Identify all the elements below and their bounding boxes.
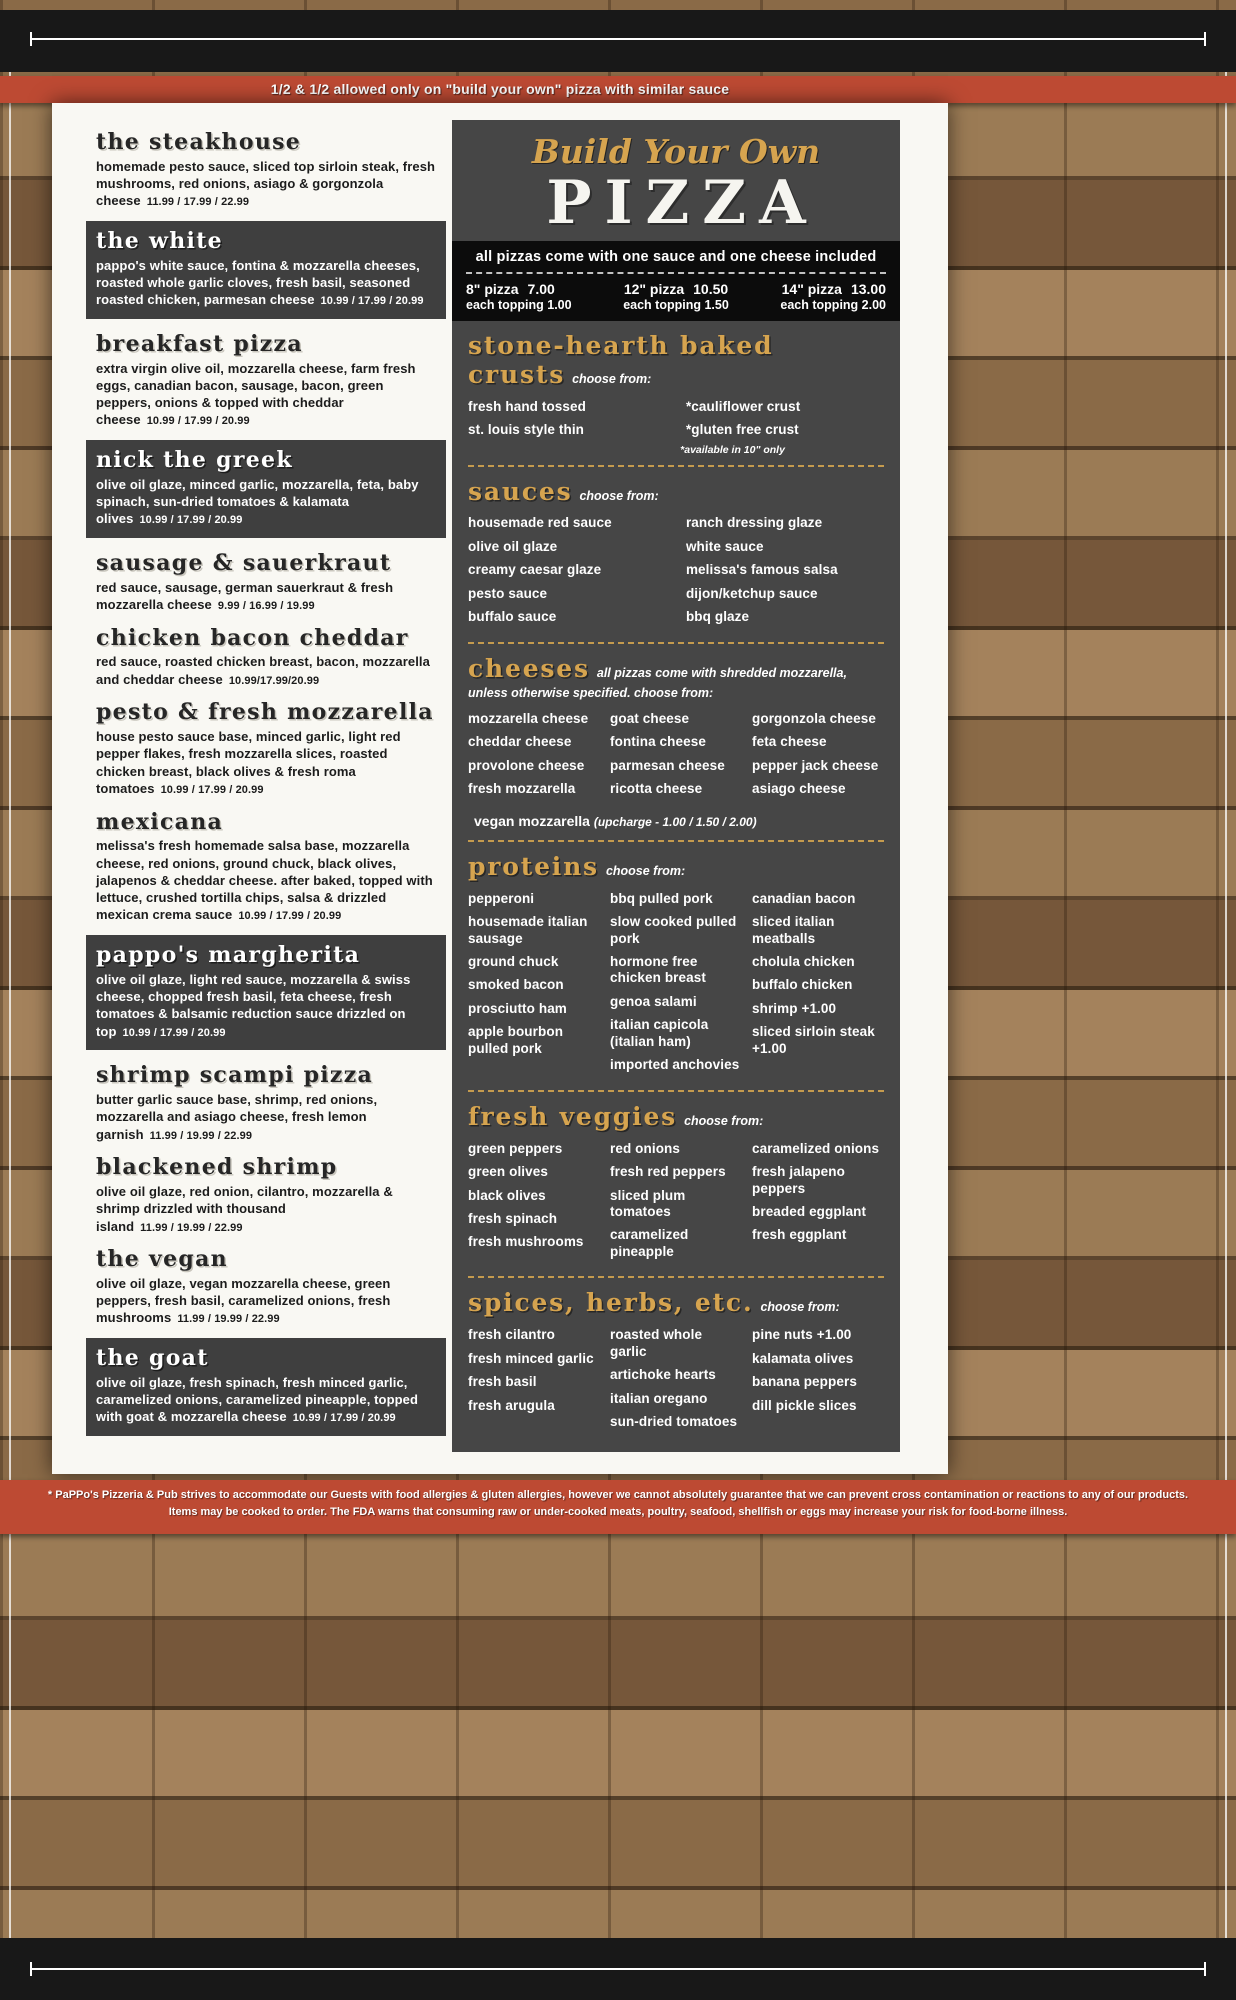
ingredient-item: goat cheese xyxy=(610,710,690,726)
price-col-14in xyxy=(780,281,886,312)
ingredient-item: caramelized onions xyxy=(752,1140,880,1156)
menu-item-desc: melissa's fresh homemade salsa base, mozzarella cheese, red onions, ground chuck, black olives, jalapenos & cheddar cheese. after baked, topped with lettuce, crushed tortilla chips, salsa & drizzled mexican crema sauce 10.99 / 17.99 / 20.99 xyxy=(96,838,433,923)
ingredient-item: sliced italian meatballs xyxy=(752,914,835,946)
ingredient-item: ranch dressing glaze xyxy=(685,515,823,531)
size-price: 13.00 xyxy=(850,281,886,298)
menu-item-price: 10.99 / 17.99 / 20.99 xyxy=(139,514,243,527)
byo-section-cheeses xyxy=(468,642,884,840)
ingredient-item: olive oil glaze xyxy=(468,538,558,554)
menu-item xyxy=(86,1154,446,1237)
ingredient-column xyxy=(468,711,600,805)
menu-item xyxy=(86,331,446,431)
menu-item xyxy=(86,1062,446,1145)
menu-item-price: 10.99 / 17.99 / 20.99 xyxy=(320,295,424,308)
ingredient-item: banana peppers xyxy=(752,1374,857,1390)
ingredient-item: mozzarella cheese xyxy=(468,710,589,726)
menu-item-name: mexicana xyxy=(96,808,224,835)
right-frame-line xyxy=(1225,48,1227,1952)
topping-price: each topping 1.00 xyxy=(466,298,572,313)
section-columns xyxy=(468,399,884,446)
top-left-tick xyxy=(30,32,32,46)
ingredient-item: fresh cilantro xyxy=(468,1327,555,1343)
ingredient-item: gorgonzola cheese xyxy=(752,710,876,726)
bottom-right-tick xyxy=(1204,1962,1206,1976)
ingredient-item: red onions xyxy=(610,1140,681,1156)
included-note: all pizzas come with one sauce and one cheese included xyxy=(475,249,877,266)
section-note: choose from: xyxy=(760,1300,840,1315)
ingredient-item: fresh minced garlic xyxy=(468,1350,594,1366)
menu-item xyxy=(86,1246,446,1329)
ingredient-item: *gluten free crust xyxy=(685,422,799,438)
section-note: all pizzas come with shredded mozzarella, unless otherwise specified. choose from: xyxy=(468,665,847,700)
section-header xyxy=(468,853,884,882)
byo-section-crusts xyxy=(468,321,884,464)
top-border-line xyxy=(30,38,1206,40)
size-price: 7.00 xyxy=(527,281,555,298)
section-note: choose from: xyxy=(572,372,652,387)
ingredient-item: genoa salami xyxy=(610,993,697,1009)
disclaimer-ribbon xyxy=(0,1480,1236,1534)
byo-section-proteins xyxy=(468,840,884,1090)
menu-item-price: 11.99 / 19.99 / 22.99 xyxy=(177,1313,280,1326)
ingredient-item: cheddar cheese xyxy=(468,734,572,750)
ingredient-item: smoked bacon xyxy=(468,977,564,993)
byo-section-spices xyxy=(468,1276,884,1446)
ingredient-item: sliced sirloin steak +1.00 xyxy=(752,1024,875,1056)
ingredient-item: ricotta cheese xyxy=(610,781,703,797)
menu-item-price: 10.99/17.99/20.99 xyxy=(228,674,320,687)
ingredient-item: pepper jack cheese xyxy=(752,757,879,773)
menu-page xyxy=(52,103,948,1474)
section-columns xyxy=(468,1327,884,1437)
ingredient-column xyxy=(752,891,884,1081)
ingredient-column xyxy=(610,891,742,1081)
ingredient-item: slow cooked pulled pork xyxy=(610,914,737,946)
menu-item-name: pesto & fresh mozzarella xyxy=(96,699,434,726)
menu-item-desc: olive oil glaze, vegan mozzarella cheese, green peppers, fresh basil, caramelized onions, fresh mushrooms 11.99 / 19.99 / 22.99 xyxy=(96,1275,391,1326)
menu-item-desc: homemade pesto sauce, sliced top sirloin steak, fresh mushrooms, red onions, asiago & gorgonzola cheese 11.99 / 17.99 / 22.99 xyxy=(96,158,436,209)
ingredient-item: housemade italian sausage xyxy=(468,914,588,946)
menu-item-desc: olive oil glaze, light red sauce, mozzarella & swiss cheese, chopped fresh basil, feta cheese, fresh tomatoes & balsamic reduction sauce drizzled on top 10.99 / 17.99 / 20.99 xyxy=(96,971,411,1039)
ingredient-column xyxy=(752,711,884,805)
ingredient-item: *cauliflower crust xyxy=(685,398,801,414)
menu-item xyxy=(86,550,446,616)
ingredient-item: fresh mushrooms xyxy=(468,1234,584,1250)
menu-item-price: 10.99 / 17.99 / 20.99 xyxy=(238,910,342,923)
ingredient-item: dijon/ketchup sauce xyxy=(685,585,818,601)
ingredient-item: green olives xyxy=(468,1164,548,1180)
ingredient-column xyxy=(686,515,884,632)
ingredient-item: bbq glaze xyxy=(685,609,750,625)
ingredient-item: melissa's famous salsa xyxy=(685,562,838,578)
menu-item-name: sausage & sauerkraut xyxy=(96,550,392,577)
section-footnote: *available in 10" only xyxy=(680,443,785,456)
menu-item-desc: olive oil glaze, minced garlic, mozzarella, feta, baby spinach, sun-dried tomatoes & kalamata olives 10.99 / 17.99 / 20.99 xyxy=(96,476,419,527)
ingredient-column xyxy=(468,891,600,1081)
ingredient-column xyxy=(468,1327,600,1437)
section-title: sauces xyxy=(468,476,573,506)
ingredient-item: fresh spinach xyxy=(468,1210,558,1226)
ingredient-column xyxy=(610,1141,742,1268)
menu-item xyxy=(86,440,446,538)
ingredient-item: fresh hand tossed xyxy=(468,398,586,414)
byo-section-fresh-veggies xyxy=(468,1090,884,1277)
ingredient-item: fresh red peppers xyxy=(610,1164,726,1180)
ingredient-item: green peppers xyxy=(468,1140,563,1156)
ingredient-item: parmesan cheese xyxy=(610,757,725,773)
pricing-box xyxy=(452,241,900,321)
menu-item xyxy=(86,809,446,927)
section-extra xyxy=(468,813,884,831)
menu-item xyxy=(86,221,446,319)
ingredient-item: fresh mozzarella xyxy=(468,781,576,797)
section-note: choose from: xyxy=(684,1113,764,1128)
extra-item-name: vegan mozzarella xyxy=(474,812,594,829)
menu-item-desc: red sauce, roasted chicken breast, bacon, mozzarella and cheddar cheese 10.99/17.99/20.99 xyxy=(96,654,430,687)
menu-item-price: 11.99 / 19.99 / 22.99 xyxy=(140,1221,243,1234)
section-note: choose from: xyxy=(579,488,659,503)
left-menu xyxy=(86,129,446,1448)
ingredient-column xyxy=(686,399,884,446)
ingredient-item: roasted whole garlic xyxy=(610,1327,703,1359)
menu-item-name: chicken bacon cheddar xyxy=(96,624,409,651)
ingredient-column xyxy=(752,1327,884,1437)
bottom-left-tick xyxy=(30,1962,32,1976)
menu-item-price: 11.99 / 19.99 / 22.99 xyxy=(149,1129,253,1142)
section-columns xyxy=(468,891,884,1081)
section-header xyxy=(468,478,884,507)
section-columns xyxy=(468,515,884,632)
ingredient-item: italian capicola (italian ham) xyxy=(610,1017,709,1049)
section-title: stone-hearth baked crusts xyxy=(468,331,774,390)
ingredient-item: sliced plum tomatoes xyxy=(610,1187,686,1219)
bottom-border-band xyxy=(0,1938,1236,2000)
menu-item-desc: olive oil glaze, fresh spinach, fresh minced garlic, caramelized onions, caramelized pineapple, topped with goat & mozzarella cheese 10.99 / 17.99 / 20.99 xyxy=(96,1374,419,1425)
ingredient-item: shrimp +1.00 xyxy=(752,1000,837,1016)
ingredient-column xyxy=(468,399,676,446)
ingredient-item: cholula chicken xyxy=(752,954,855,969)
ingredient-item: buffalo chicken xyxy=(752,977,853,993)
ingredient-item: dill pickle slices xyxy=(752,1397,857,1413)
ingredient-column xyxy=(468,1141,600,1268)
section-columns xyxy=(468,711,884,805)
menu-item xyxy=(86,1338,446,1436)
ingredient-item: prosciutto ham xyxy=(468,1000,567,1016)
ingredient-item: white sauce xyxy=(685,538,764,554)
menu-item-name: nick the greek xyxy=(96,447,293,474)
ingredient-item: fresh arugula xyxy=(468,1397,555,1413)
top-border-band xyxy=(0,10,1236,72)
section-title: fresh veggies xyxy=(468,1101,678,1131)
ingredient-item: housemade red sauce xyxy=(468,515,612,531)
menu-item-price: 10.99 / 17.99 / 20.99 xyxy=(122,1026,226,1039)
menu-item-price: 10.99 / 17.99 / 20.99 xyxy=(292,1412,396,1425)
ingredient-item: breaded eggplant xyxy=(752,1203,867,1219)
section-header xyxy=(468,332,884,390)
ingredient-item: asiago cheese xyxy=(752,781,846,797)
menu-item-price: 10.99 / 17.99 / 20.99 xyxy=(146,415,250,428)
ingredient-item: feta cheese xyxy=(752,734,827,750)
ingredient-item: fresh jalapeno peppers xyxy=(752,1164,845,1196)
menu-item-desc: olive oil glaze, red onion, cilantro, mozzarella & shrimp drizzled with thousand island 11.99 / 19.99 / 22.99 xyxy=(96,1183,393,1234)
section-header xyxy=(468,1289,884,1318)
ingredient-item: ground chuck xyxy=(468,954,559,969)
menu-item xyxy=(86,129,446,212)
ingredient-column xyxy=(752,1141,884,1268)
pricing-row xyxy=(466,272,886,312)
menu-item-desc: extra virgin olive oil, mozzarella cheese, farm fresh eggs, canadian bacon, sausage, bacon, green peppers, onions & topped with cheddar cheese 10.99 / 17.99 / 20.99 xyxy=(96,360,416,428)
top-right-tick xyxy=(1204,32,1206,46)
extra-item-detail: (upcharge - 1.00 / 1.50 / 2.00) xyxy=(593,814,757,829)
allergy-disclaimer: * PaPPo's Pizzeria & Pub strives to accommodate our Guests with food allergies & gluten allergies, however we cannot absolutely guarantee that we can prevent cross contamination or reactions to any of our products. Items may be cooked to order. The FDA warns that consuming raw or under-cooked meats, poultry, seafood, shellfish or eggs may increase your risk for food-borne illness. xyxy=(47,1489,1189,1518)
ingredient-item: bbq pulled pork xyxy=(610,890,713,906)
ingredient-item: artichoke hearts xyxy=(610,1367,716,1383)
ingredient-item: italian oregano xyxy=(610,1390,708,1406)
menu-item xyxy=(86,625,446,691)
ingredient-column xyxy=(610,1327,742,1437)
ingredient-item: hormone free chicken breast xyxy=(610,954,706,986)
size-label: 8" pizza xyxy=(466,281,519,298)
byo-script-title: Build Your Own xyxy=(531,132,821,171)
ingredient-item: provolone cheese xyxy=(468,757,585,773)
menu-item-name: breakfast pizza xyxy=(96,330,303,357)
menu-item-desc: house pesto sauce base, minced garlic, light red pepper flakes, fresh mozzarella slices, roasted chicken breast, black olives & fresh roma tomatoes 10.99 / 17.99 / 20.99 xyxy=(96,729,401,796)
menu-item xyxy=(86,699,446,799)
ingredient-item: caramelized pineapple xyxy=(610,1227,689,1259)
ingredient-item: fresh eggplant xyxy=(752,1227,847,1243)
menu-item-name: shrimp scampi pizza xyxy=(96,1062,374,1089)
ingredient-item: buffalo sauce xyxy=(468,609,557,625)
ingredient-item: sun-dried tomatoes xyxy=(610,1414,738,1429)
menu-item-name: pappo's margherita xyxy=(96,942,361,969)
ingredient-item: apple bourbon pulled pork xyxy=(468,1024,564,1056)
size-label: 14" pizza xyxy=(781,281,842,298)
top-notice-ribbon xyxy=(0,76,1236,103)
section-note: choose from: xyxy=(605,863,686,878)
menu-item-price: 11.99 / 17.99 / 22.99 xyxy=(146,196,250,209)
byo-sections xyxy=(468,321,884,1454)
build-your-own-panel xyxy=(452,120,900,1452)
ingredient-item: st. louis style thin xyxy=(468,422,585,438)
menu-item-name: blackened shrimp xyxy=(96,1154,338,1181)
menu-item-name: the vegan xyxy=(96,1246,228,1273)
ingredient-item: imported anchovies xyxy=(610,1057,740,1073)
menu-item-desc: butter garlic sauce base, shrimp, red onions, mozzarella and asiago cheese, fresh lemon garnish 11.99 / 19.99 / 22.99 xyxy=(96,1092,378,1142)
section-columns xyxy=(468,1141,884,1268)
section-header xyxy=(468,1103,884,1132)
ingredient-item: pepperoni xyxy=(468,890,535,906)
menu-item-desc: pappo's white sauce, fontina & mozzarella cheeses, roasted whole garlic cloves, fresh basil, seasoned roasted chicken, parmesan cheese 10.99 / 17.99 / 20.99 xyxy=(96,257,424,308)
bottom-border-line xyxy=(30,1968,1206,1970)
price-col-12in xyxy=(623,281,729,312)
section-title: spices, herbs, etc. xyxy=(468,1288,754,1318)
ingredient-item: fontina cheese xyxy=(610,734,706,750)
ingredient-item: pine nuts +1.00 xyxy=(752,1327,852,1343)
half-and-half-note: 1/2 & 1/2 allowed only on "build your own" pizza with similar sauce xyxy=(270,81,730,97)
menu-item-name: the goat xyxy=(96,1345,209,1372)
ingredient-item: pesto sauce xyxy=(468,585,548,601)
menu-item-name: the steakhouse xyxy=(96,129,302,155)
ingredient-item: kalamata olives xyxy=(752,1350,854,1366)
section-header xyxy=(468,655,884,702)
menu-item-price: 10.99 / 17.99 / 20.99 xyxy=(160,783,264,796)
ingredient-item: canadian bacon xyxy=(752,890,856,906)
ingredient-column xyxy=(468,515,676,632)
ingredient-column xyxy=(610,711,742,805)
section-title: cheeses xyxy=(468,653,590,683)
ingredient-item: fresh basil xyxy=(468,1374,537,1390)
topping-price: each topping 2.00 xyxy=(780,298,886,313)
byo-title: PIZZA xyxy=(546,168,819,239)
menu-item xyxy=(86,935,446,1050)
size-price: 10.50 xyxy=(693,281,729,298)
price-col-8in xyxy=(466,281,572,312)
ingredient-item: black olives xyxy=(468,1187,546,1203)
section-title: proteins xyxy=(468,851,599,881)
menu-item-desc: red sauce, sausage, german sauerkraut & fresh mozzarella cheese 9.99 / 16.99 / 19.99 xyxy=(96,579,394,613)
byo-section-sauces xyxy=(468,465,884,642)
menu-item-price: 9.99 / 16.99 / 19.99 xyxy=(217,600,315,613)
topping-price: each topping 1.50 xyxy=(623,298,729,313)
menu-item-name: the white xyxy=(96,227,223,254)
ingredient-item: creamy caesar glaze xyxy=(468,562,602,578)
left-frame-line xyxy=(9,48,11,1952)
size-label: 12" pizza xyxy=(623,281,685,298)
